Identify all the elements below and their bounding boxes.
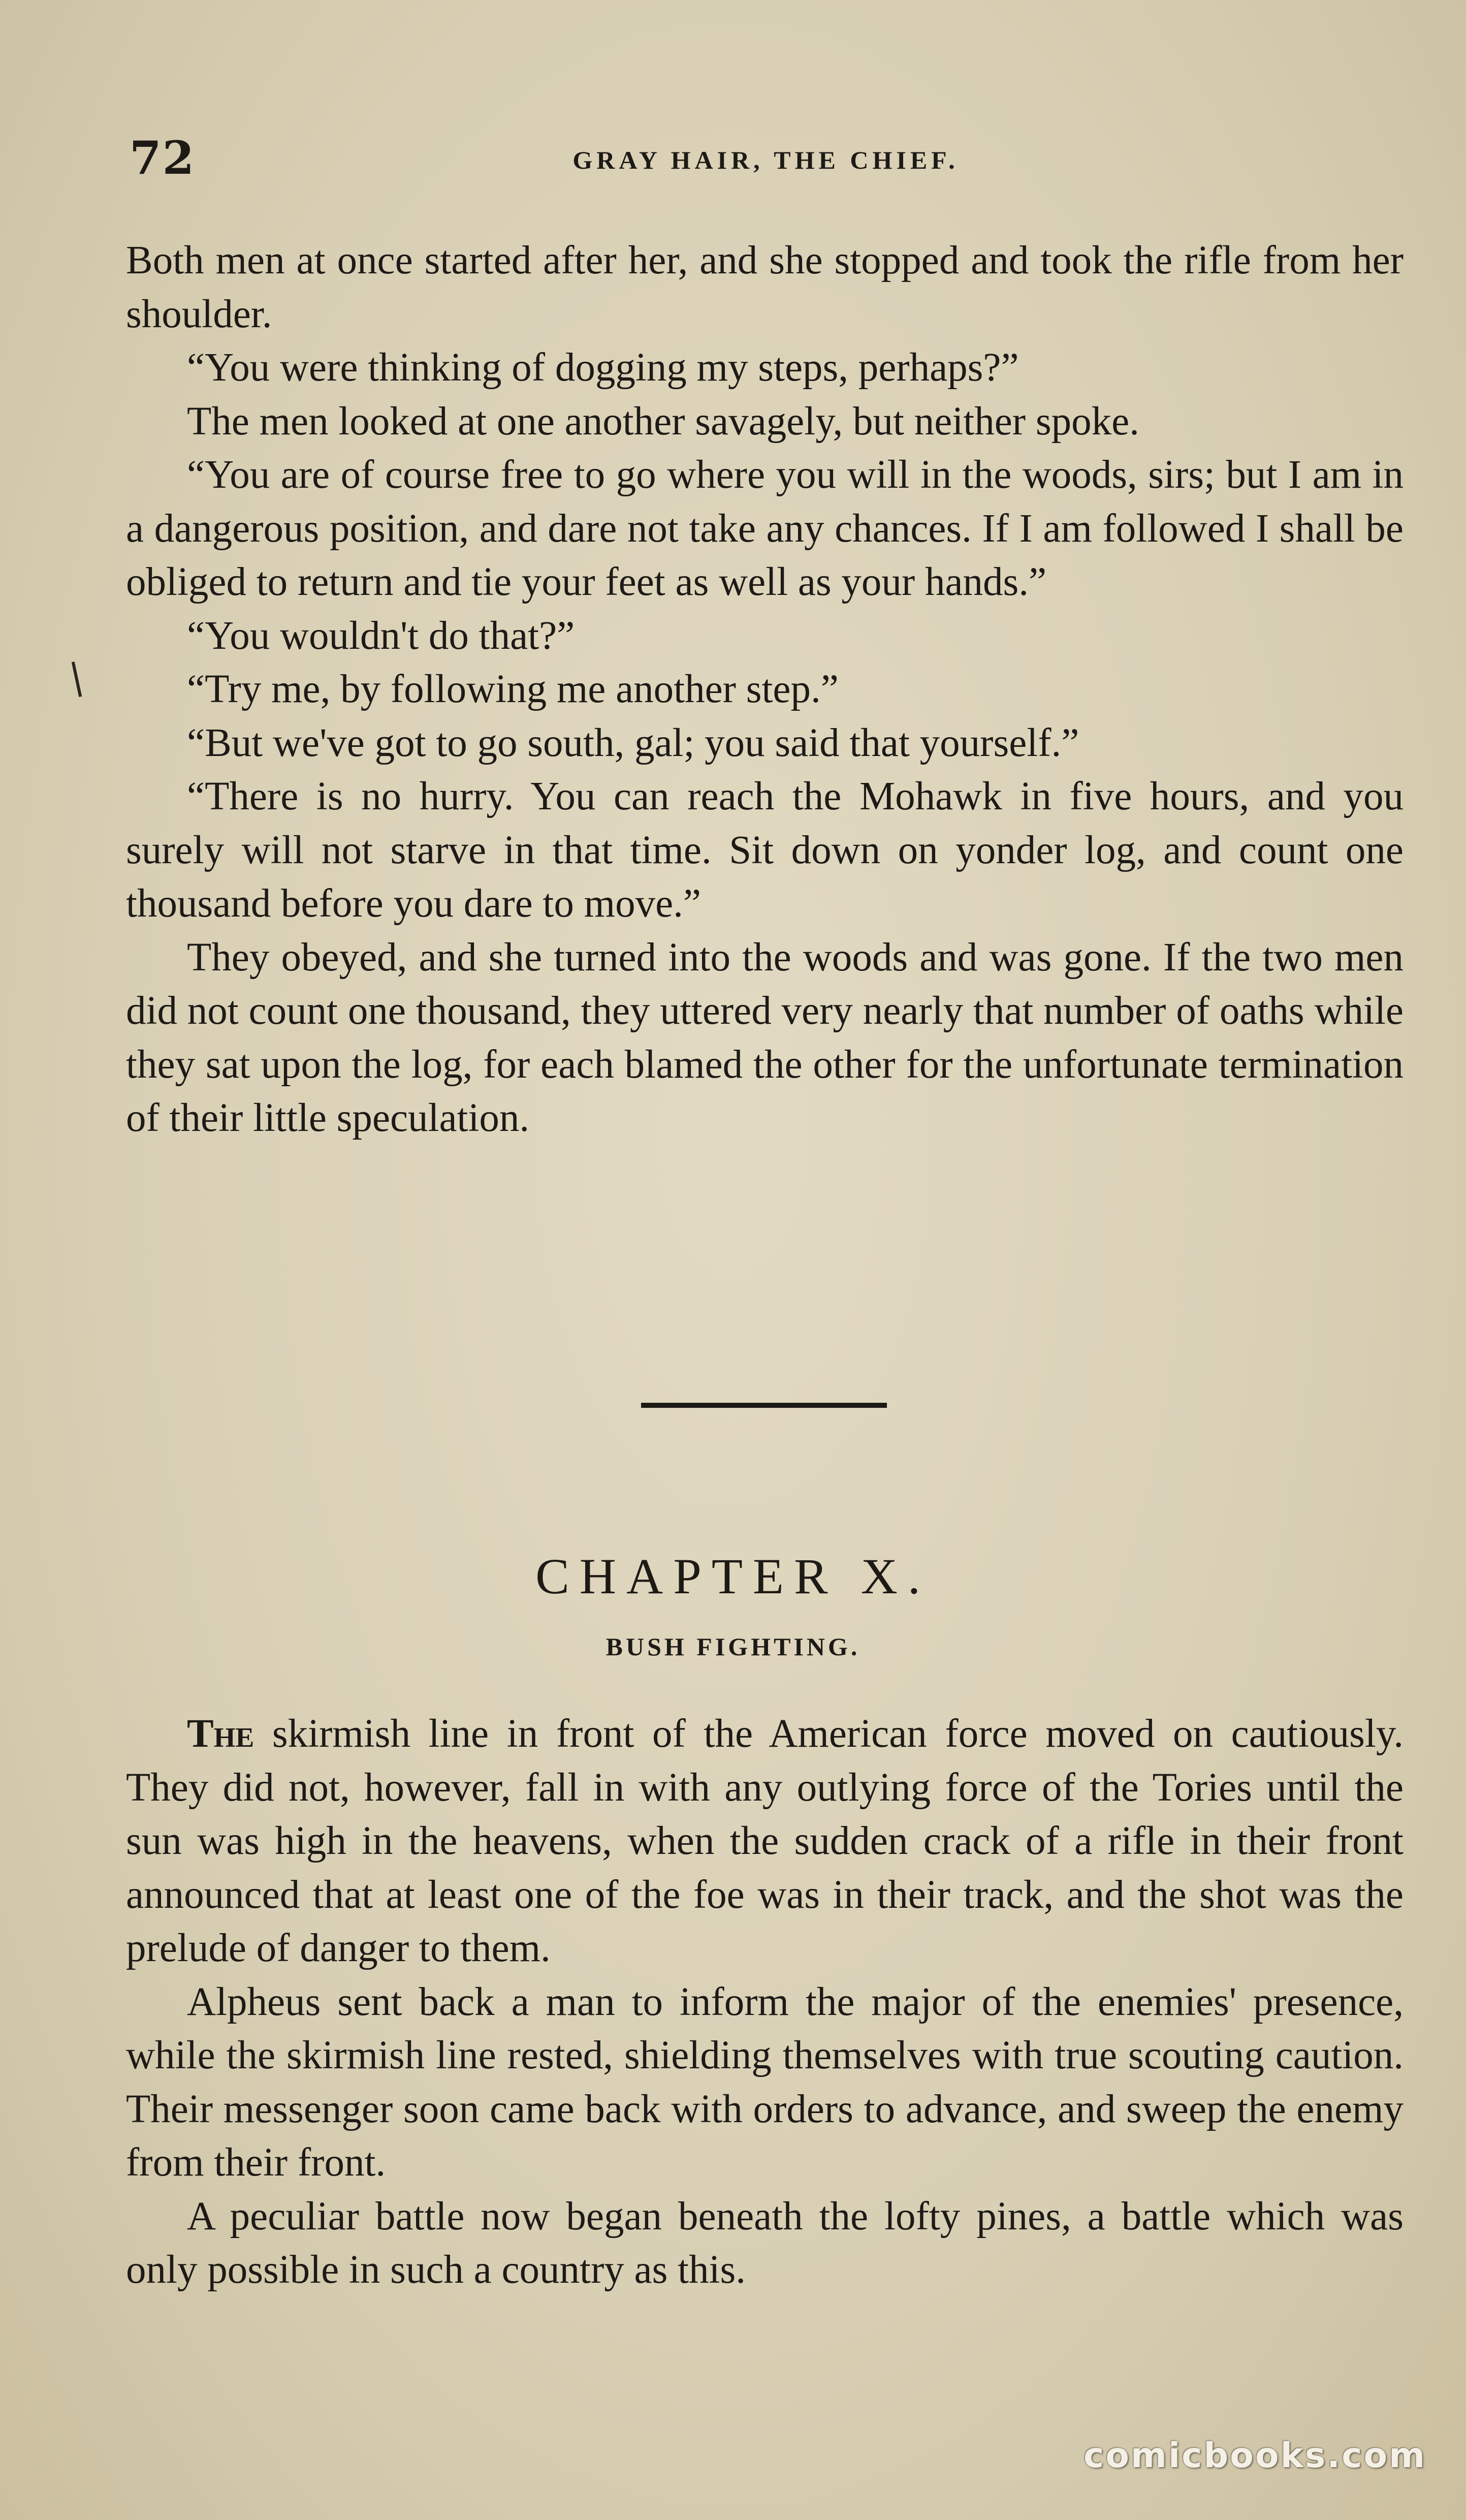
paragraph: The men looked at one another savagely, but neither spoke.: [187, 399, 1139, 444]
paragraph: Both men at once started after her, and she stopped and took the rifle from her shoulder.: [126, 238, 1404, 336]
watermark: comicbooks.com: [1083, 2436, 1426, 2476]
paragraph: A peculiar battle now began beneath the lofty pines, a battle which was only possible in such a country as this.: [126, 2194, 1404, 2292]
running-title: GRAY HAIR, THE CHIEF.: [572, 146, 959, 174]
chapter-subtitle: BUSH FIGHTING.: [605, 1632, 861, 1661]
paragraph: [126, 1707, 1404, 1975]
section-divider: [641, 1403, 887, 1408]
page-number: 72: [130, 131, 196, 185]
chapter-opening-word: The: [187, 1712, 254, 1756]
margin-mark: [72, 662, 82, 697]
paragraph: “Try me, by following me another step.”: [187, 667, 839, 711]
body-text-top: [126, 234, 1404, 1145]
paragraph: “But we've got to go south, gal; you said that yourself.”: [187, 720, 1079, 765]
paragraph: Alpheus sent back a man to inform the major of the enemies' presence, while the skirmish line rested, shielding themselves with true scouting caution. Their messenger soon came back with orders to advance, and sweep the enemy from their front.: [126, 1979, 1404, 2185]
paragraph: “You wouldn't do that?”: [187, 613, 575, 658]
page-header: [130, 131, 1402, 185]
paragraph: They obeyed, and she turned into the woods and was gone. If the two men did not count one thousand, they uttered very nearly that number of oaths while they sat upon the log, for each blamed the other for the unfortunate termination of their little speculation.: [126, 935, 1404, 1140]
paragraph: “You are of course free to go where you will in the woods, sirs; but I am in a dangerous position, and dare not take any chances. If I am followed I shall be obliged to return and tie your feet as well as your hands.”: [126, 453, 1404, 604]
chapter-title: CHAPTER X.: [535, 1548, 931, 1604]
paragraph-text: skirmish line in front of the American force moved on cautiously. They did not, however, fall in with any outlying force of the Tories until the sun was high in the heavens, when the sudden crack of a rifle in their front announced that at least one of the foe was in their track, and the shot was the prelude of danger to them.: [126, 1712, 1404, 1970]
paragraph: “You were thinking of dogging my steps, perhaps?”: [187, 345, 1019, 390]
body-text-chapter: [126, 1707, 1404, 2297]
paragraph: “There is no hurry. You can reach the Mohawk in five hours, and you surely will not starve in that time. Sit down on yonder log, and count one thousand before you dare to move.”: [126, 774, 1404, 926]
